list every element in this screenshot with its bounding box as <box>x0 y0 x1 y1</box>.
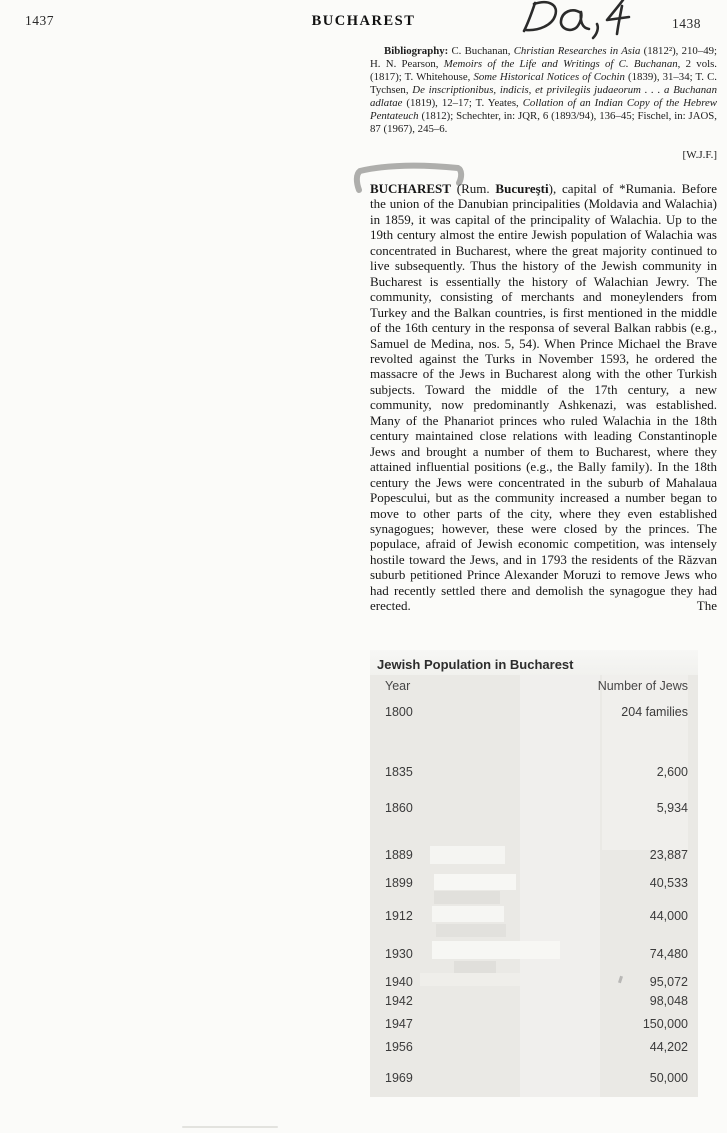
number-cell: 40,533 <box>649 876 688 890</box>
column-header-number: Number of Jews <box>597 679 688 693</box>
faded-bar <box>434 891 500 904</box>
scan-artifact-tick <box>618 976 623 984</box>
bibliography-text: Bibliography: C. Buchanan, Christian Researches in Asia (1812²), 210–49; H. N. Pearson, Memoirs of the Life and Writings of C. Buchanan, 2 vols. (1817); T. Whitehouse, Some Historical Notices of Cochin (1839), 31–34; T. C. Tychsen, De inscriptionibus, indicis, et privilegiis judaeorum . . . a Buchanan adlatae (1819), 12–17; T. Yeates, Collation of an Indian Copy of the Hebrew Pentateuch (1812); Schechter, in: JQR, 6 (1893/94), 136–45; Fischel, in: JAOS, 87 (1967), 245–6. <box>370 45 718 135</box>
faded-bar <box>432 941 560 959</box>
faded-bar <box>430 846 505 864</box>
population-table <box>370 650 698 1097</box>
year-cell: 1969 <box>385 1071 413 1085</box>
year-cell: 1889 <box>385 848 413 862</box>
faded-bar <box>420 973 520 986</box>
year-cell: 1800 <box>385 705 413 719</box>
author-signature: [W.J.F.] <box>682 149 717 161</box>
number-cell: 98,048 <box>649 994 688 1008</box>
year-cell: 1940 <box>385 975 413 989</box>
faded-bar <box>436 924 506 937</box>
year-cell: 1930 <box>385 947 413 961</box>
year-cell: 1942 <box>385 994 413 1008</box>
scan-smudge <box>182 1126 278 1128</box>
bibliography-paragraph <box>370 45 717 136</box>
faded-bar <box>454 961 496 973</box>
number-cell: 95,072 <box>649 975 688 989</box>
year-cell: 1912 <box>385 909 413 923</box>
faded-bar <box>434 874 516 890</box>
table-panel <box>370 675 698 1097</box>
number-cell: 50,000 <box>649 1071 688 1085</box>
number-cell: 44,000 <box>649 909 688 923</box>
year-cell: 1956 <box>385 1040 413 1054</box>
year-cell: 1947 <box>385 1017 413 1031</box>
number-cell: 23,887 <box>649 848 688 862</box>
number-cell: 2,600 <box>656 765 688 779</box>
right-page-number: 1438 <box>672 16 701 31</box>
number-cell: 150,000 <box>642 1017 688 1031</box>
running-title: BUCHAREST <box>311 13 416 29</box>
number-cell: 204 families <box>621 705 688 719</box>
number-cell: 5,934 <box>656 801 688 815</box>
faded-bar <box>432 906 504 922</box>
number-cell: 74,480 <box>649 947 688 961</box>
year-cell: 1860 <box>385 801 413 815</box>
table-title: Jewish Population in Bucharest <box>370 650 698 675</box>
article-paragraph: BUCHAREST (Rum. Bucureşti), capital of *Rumania. Before the union of the Danubian principalities (Moldavia and Walachia) in 1859, it was capital of the principality of Walachia. Up to the 19th century almost the entire Jewish population of Walachia was concentrated in Bucharest, where the great majority continued to live subsequently. Thus the history of the Jewish community in Bucharest is essentially the history of Walachian Jewry. The community, consisting of merchants and moneylenders from Turkey and the Balkan countries, is first mentioned in the middle of the 16th century in the responsa of several Balkan rabbis (e.g., Samuel de Medina, nos. 5, 54). When Prince Michael the Brave revolted against the Turks in November 1593, he ordered the massacre of the Jews in Bucharest along with the other Turkish subjects. Toward the middle of the 17th century, a new community, now predominantly Ashkenazi, was established. Many of the Phanariot princes who ruled Walachia in the 18th century maintained close relations with leading Constantinople Jews and brought a number of them to Bucharest, where they attained influential positions (e.g., the Bally family). In the 18th century the Jews were concentrated in the suburb of Mahalaua Popescului, but as the community increased a number began to move to other parts of the city, where they even established synagogues; however, these were closed by the princes. The populace, afraid of Jewish economic competition, was intensely hostile toward the Jews, and in 1793 the residents of the Răzvan suburb petitioned Prince Alexander Moruzi to remove Jews who had recently settled there and demolish the synagogue they had erected. The <box>370 181 717 614</box>
left-page-number: 1437 <box>25 13 54 28</box>
year-cell: 1899 <box>385 876 413 890</box>
year-cell: 1835 <box>385 765 413 779</box>
number-cell: 44,202 <box>649 1040 688 1054</box>
scan-band <box>602 675 688 850</box>
scan-band <box>520 675 600 1097</box>
column-header-year: Year <box>385 679 411 693</box>
